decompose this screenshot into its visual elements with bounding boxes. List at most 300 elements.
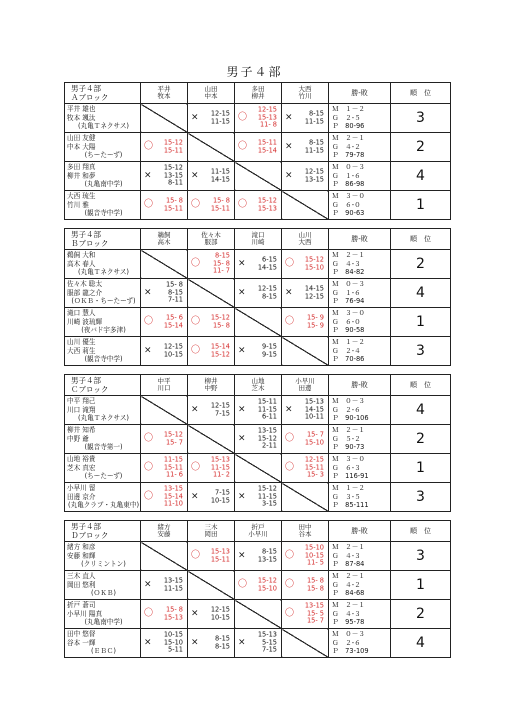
opponent-name: 服部 xyxy=(204,238,218,246)
opponent-name: 折戸 xyxy=(251,522,265,531)
game-score: 15-12 xyxy=(163,430,183,439)
game-score: 15-12 xyxy=(163,138,183,147)
game-score: 15- 8 xyxy=(212,321,230,329)
game-scores xyxy=(164,632,183,655)
game-score: 15-12 xyxy=(304,255,324,264)
player-name: 中平 翔己 xyxy=(67,397,96,406)
opponent-name: 田中 xyxy=(298,522,312,531)
game-score: 15-13 xyxy=(257,113,277,122)
rank-header xyxy=(391,375,451,396)
game-score: 15- 9 xyxy=(306,313,324,322)
game-score: 12-15 xyxy=(304,455,324,464)
match-result-cell xyxy=(188,396,235,425)
loss-mark: × xyxy=(285,404,293,415)
game-score: 14-15 xyxy=(257,263,277,271)
self-match-cell xyxy=(282,337,329,366)
game-score: 2-11 xyxy=(262,441,277,450)
summary-line: Ｐ 76-94 xyxy=(332,297,365,306)
loss-mark: × xyxy=(144,637,152,648)
win-loss-summary xyxy=(329,600,391,629)
self-match-cell xyxy=(188,279,235,308)
summary-line: Ｇ ２-６ xyxy=(332,638,361,647)
summary-line: Ｐ 85-111 xyxy=(332,501,369,510)
win-mark: 〇 xyxy=(144,433,154,444)
summary-line: Ｐ 87-84 xyxy=(332,560,365,569)
win-loss-summary xyxy=(329,425,391,454)
game-scores xyxy=(164,343,183,358)
league-name: 男子４部 xyxy=(71,230,101,239)
team-affiliation: (丸亀南中学) xyxy=(84,618,123,627)
player-name: 岡田 悠利 xyxy=(67,580,96,589)
win-mark: 〇 xyxy=(191,199,201,210)
game-score: 15-11 xyxy=(257,138,277,147)
game-score: 12-15 xyxy=(257,105,277,114)
match-result-cell xyxy=(235,396,282,425)
opponent-header xyxy=(235,521,282,542)
self-match-cell xyxy=(282,191,329,220)
game-scores xyxy=(305,603,324,626)
game-score: 5-15 xyxy=(262,638,277,647)
game-score: 14-15 xyxy=(304,284,324,293)
match-result-cell xyxy=(282,133,329,162)
match-result-cell xyxy=(188,629,235,658)
game-score: 15-13 xyxy=(304,397,324,406)
rank-cell xyxy=(391,571,451,600)
opponent-name: 柳井 xyxy=(204,376,218,385)
win-mark: 〇 xyxy=(144,141,154,152)
league-name: 男子４部 xyxy=(71,84,101,93)
opponent-name: 安藤 xyxy=(157,530,171,538)
player-name: 鵜飼 大和 xyxy=(67,251,96,260)
team-affiliation: (ＯＫＢ) xyxy=(91,589,116,598)
opponent-header xyxy=(188,229,235,250)
player-pair xyxy=(65,629,141,658)
game-score: 9-15 xyxy=(262,342,277,351)
game-scores xyxy=(307,577,324,592)
summary-line: Ｐ 70-86 xyxy=(332,355,365,364)
opponent-name: 多田 xyxy=(251,84,265,93)
table-row xyxy=(65,542,451,571)
game-scores xyxy=(211,110,230,125)
win-mark: 〇 xyxy=(144,316,154,327)
player-pair xyxy=(65,191,141,220)
opponent-header xyxy=(188,375,235,396)
loss-mark: × xyxy=(144,170,152,181)
rank-cell xyxy=(391,542,451,571)
game-score: 5-11 xyxy=(168,645,183,654)
team-affiliation: (丸亀Ｔネクサス) xyxy=(77,122,130,131)
game-scores xyxy=(166,282,183,305)
match-result-cell xyxy=(282,571,329,600)
player-name: 緒方 和彦 xyxy=(67,543,96,552)
match-result-cell xyxy=(188,454,235,483)
game-scores xyxy=(164,197,183,212)
player-pair xyxy=(65,337,141,366)
loss-mark: × xyxy=(144,287,152,298)
league-name: 男子４部 xyxy=(71,522,101,531)
opponent-header xyxy=(282,375,329,396)
game-score: 15-12 xyxy=(210,313,230,322)
summary-line: Ｐ 90-73 xyxy=(332,443,365,452)
win-mark: 〇 xyxy=(144,608,154,619)
game-scores xyxy=(258,399,277,422)
summary-line: Ｍ ０－３ xyxy=(332,163,365,172)
game-score: 6-11 xyxy=(262,412,277,421)
player-name: 大西 莉生 xyxy=(67,346,96,355)
opponent-header xyxy=(235,83,282,104)
game-scores xyxy=(305,457,324,480)
player-name: 服部 龍之介 xyxy=(67,288,103,297)
rank-value: 2 xyxy=(416,139,425,155)
summary-line: Ｍ ３－０ xyxy=(332,455,365,464)
game-score: 15- 3 xyxy=(306,470,324,479)
win-mark: 〇 xyxy=(285,433,295,444)
block-label xyxy=(65,83,141,104)
win-loss-summary xyxy=(329,104,391,133)
game-score: 6-15 xyxy=(262,255,277,264)
game-score: 15- 9 xyxy=(306,321,324,329)
win-mark: 〇 xyxy=(238,112,248,123)
match-result-cell xyxy=(235,542,282,571)
game-score: 15-13 xyxy=(257,204,277,212)
loss-mark: × xyxy=(191,491,199,502)
opponent-header xyxy=(235,375,282,396)
table-row xyxy=(65,571,451,600)
game-scores xyxy=(164,457,183,480)
match-result-cell xyxy=(188,308,235,337)
rank-value: 2 xyxy=(416,256,425,272)
self-match-cell xyxy=(141,542,188,571)
loss-mark: × xyxy=(144,579,152,590)
summary-line: Ｍ １－２ xyxy=(332,105,365,114)
win-loss-summary xyxy=(329,279,391,308)
game-score: 15- 8 xyxy=(212,259,230,268)
game-scores xyxy=(211,197,230,212)
game-score: 10-15 xyxy=(210,613,230,621)
rank-value: 1 xyxy=(416,197,425,213)
table-row xyxy=(65,104,451,133)
rank-header xyxy=(391,521,451,542)
table-row xyxy=(65,396,451,425)
player-name: 中本 大陽 xyxy=(67,142,96,151)
team-affiliation: (観音寺中学) xyxy=(84,209,123,218)
summary-line: Ｇ ４-２ xyxy=(332,580,361,589)
game-score: 15- 5 xyxy=(306,609,324,618)
loss-mark: × xyxy=(238,258,246,269)
game-score: 10-15 xyxy=(210,496,230,504)
summary-line: Ｍ ２－１ xyxy=(332,251,365,260)
summary-line: Ｇ ３-５ xyxy=(332,492,361,501)
opponent-header xyxy=(282,229,329,250)
game-scores xyxy=(164,314,183,329)
opponent-name: 三木 xyxy=(204,522,218,531)
game-scores xyxy=(215,635,230,650)
win-mark: 〇 xyxy=(144,462,154,473)
match-result-cell xyxy=(141,191,188,220)
game-score: 11-15 xyxy=(257,405,277,414)
rank-header-label: 順 位 xyxy=(410,381,431,389)
team-affiliation: (ＥＢＣ) xyxy=(91,647,116,656)
opponent-name: 鵜飼 xyxy=(157,230,171,239)
game-scores xyxy=(258,548,277,563)
game-scores xyxy=(258,107,277,130)
table-row xyxy=(65,191,451,220)
game-score: 9-15 xyxy=(262,350,277,358)
player-name: 谷本 一輝 xyxy=(67,638,96,647)
opponent-header xyxy=(282,83,329,104)
game-score: 15-11 xyxy=(257,397,277,406)
game-score: 10-15 xyxy=(163,630,183,639)
game-score: 11-15 xyxy=(163,455,183,464)
game-score: 15-14 xyxy=(163,492,183,501)
game-scores xyxy=(305,168,324,183)
win-mark: 〇 xyxy=(191,345,201,356)
loss-mark: × xyxy=(238,404,246,415)
match-result-cell xyxy=(235,571,282,600)
result-header xyxy=(329,229,391,250)
player-pair xyxy=(65,162,141,191)
match-result-cell xyxy=(188,337,235,366)
game-score: 15-10 xyxy=(304,263,324,271)
win-loss-summary xyxy=(329,542,391,571)
player-name: 多田 翔真 xyxy=(67,163,96,172)
match-result-cell xyxy=(282,162,329,191)
block-table xyxy=(64,228,451,366)
result-header-label: 勝-敗 xyxy=(351,381,368,389)
table-row xyxy=(65,133,451,162)
opponent-name: 滝口 xyxy=(251,230,265,239)
result-header xyxy=(329,83,391,104)
match-result-cell xyxy=(282,104,329,133)
rank-cell xyxy=(391,279,451,308)
game-score: 11- 6 xyxy=(165,470,183,479)
summary-line: Ｍ ２－１ xyxy=(332,426,365,435)
game-score: 15-12 xyxy=(257,484,277,493)
summary-line: Ｐ 73-109 xyxy=(332,647,369,656)
player-pair xyxy=(65,133,141,162)
game-score: 14-15 xyxy=(304,405,324,414)
win-loss-summary xyxy=(329,250,391,279)
table-row xyxy=(65,454,451,483)
game-score: 10-11 xyxy=(304,412,324,421)
win-mark: 〇 xyxy=(144,491,154,502)
opponent-name: 芝木 xyxy=(251,384,265,392)
game-scores xyxy=(258,197,277,212)
opponent-header xyxy=(235,229,282,250)
rank-value: 4 xyxy=(416,285,425,301)
player-pair xyxy=(65,483,141,512)
result-header-label: 勝-敗 xyxy=(351,527,368,535)
self-match-cell xyxy=(141,250,188,279)
win-mark: 〇 xyxy=(285,258,295,269)
win-loss-summary xyxy=(329,191,391,220)
player-name: 折戸 蒼司 xyxy=(67,601,96,610)
player-name: 安藤 和輝 xyxy=(67,551,96,560)
loss-mark: × xyxy=(238,287,246,298)
game-score: 15-11 xyxy=(163,146,183,154)
loss-mark: × xyxy=(238,550,246,561)
game-score: 10-15 xyxy=(163,350,183,358)
game-scores xyxy=(211,548,230,563)
game-scores xyxy=(258,285,277,300)
team-affiliation: (クリミントン) xyxy=(81,560,126,569)
result-header-label: 勝-敗 xyxy=(351,235,368,243)
rank-value: 3 xyxy=(416,489,425,505)
opponent-name: 山田 xyxy=(204,84,218,93)
game-scores xyxy=(211,489,230,504)
game-scores xyxy=(258,486,277,509)
game-score: 11- 8 xyxy=(259,120,277,129)
game-scores xyxy=(305,139,324,154)
opponent-name: 田邊 xyxy=(298,384,312,392)
match-result-cell xyxy=(235,337,282,366)
match-result-cell xyxy=(282,396,329,425)
game-score: 15-11 xyxy=(304,463,324,472)
summary-line: Ｇ １-６ xyxy=(332,171,361,180)
game-score: 12-15 xyxy=(304,167,324,176)
match-result-cell xyxy=(282,600,329,629)
team-affiliation: (ちーたーず) xyxy=(84,151,123,160)
game-scores xyxy=(258,577,277,592)
game-score: 15-14 xyxy=(257,146,277,154)
self-match-cell xyxy=(282,483,329,512)
match-result-cell xyxy=(282,250,329,279)
game-score: 15-10 xyxy=(163,638,183,647)
opponent-name: 小早川 xyxy=(295,376,315,385)
game-scores xyxy=(211,606,230,621)
game-score: 15- 8 xyxy=(306,584,324,592)
match-result-cell xyxy=(282,425,329,454)
summary-line: Ｇ ４-２ xyxy=(332,142,361,151)
match-result-cell xyxy=(141,425,188,454)
rank-cell xyxy=(391,250,451,279)
game-score: 13-15 xyxy=(163,576,183,585)
summary-line: Ｇ ２-４ xyxy=(332,346,361,355)
rank-cell xyxy=(391,454,451,483)
game-score: 15-12 xyxy=(163,163,183,172)
result-header xyxy=(329,375,391,396)
game-score: 13-15 xyxy=(304,601,324,610)
game-score: 7-11 xyxy=(168,295,183,304)
opponent-header xyxy=(141,229,188,250)
rank-cell xyxy=(391,337,451,366)
game-score: 15-13 xyxy=(257,630,277,639)
rank-cell xyxy=(391,191,451,220)
rank-value: 1 xyxy=(416,460,425,476)
summary-line: Ｇ ６-３ xyxy=(332,463,361,472)
game-scores xyxy=(164,486,183,509)
block-name: Ｄブロック xyxy=(71,531,109,540)
opponent-header xyxy=(188,521,235,542)
game-score: 15-12 xyxy=(210,350,230,358)
match-result-cell xyxy=(188,542,235,571)
game-score: 13-15 xyxy=(257,426,277,435)
rank-cell xyxy=(391,308,451,337)
loss-mark: × xyxy=(191,608,199,619)
summary-line: Ｍ １－２ xyxy=(332,338,365,347)
rank-cell xyxy=(391,425,451,454)
game-score: 11- 2 xyxy=(212,470,230,479)
win-mark: 〇 xyxy=(191,316,201,327)
game-scores xyxy=(305,545,324,568)
game-score: 7-15 xyxy=(262,645,277,654)
game-score: 15- 7 xyxy=(165,438,183,446)
game-score: 15- 6 xyxy=(165,313,183,322)
table-row xyxy=(65,337,451,366)
player-name: 中野 爺 xyxy=(67,434,89,443)
win-mark: 〇 xyxy=(144,199,154,210)
player-name: 山地 裕貴 xyxy=(67,455,96,464)
game-scores xyxy=(258,256,277,271)
rank-value: 1 xyxy=(416,314,425,330)
opponent-header xyxy=(141,521,188,542)
game-score: 12-15 xyxy=(163,342,183,351)
summary-line: Ｇ ６-０ xyxy=(332,200,361,209)
summary-line: Ｍ ０－３ xyxy=(332,630,365,639)
match-result-cell xyxy=(282,454,329,483)
self-match-cell xyxy=(188,133,235,162)
player-name: 山川 優生 xyxy=(67,338,96,347)
game-scores xyxy=(258,428,277,451)
game-score: 15-13 xyxy=(210,547,230,556)
player-name: 柳井 和夢 xyxy=(67,171,96,180)
opponent-header xyxy=(188,83,235,104)
match-result-cell xyxy=(141,483,188,512)
game-score: 15- 7 xyxy=(306,430,324,439)
game-scores xyxy=(305,110,324,125)
summary-line: Ｐ 79-78 xyxy=(332,151,365,160)
rank-value: 4 xyxy=(416,635,425,651)
loss-mark: × xyxy=(191,170,199,181)
game-scores xyxy=(305,431,324,446)
player-pair xyxy=(65,600,141,629)
game-score: 13-15 xyxy=(163,484,183,493)
match-result-cell xyxy=(188,191,235,220)
loss-mark: × xyxy=(285,141,293,152)
game-score: 15-11 xyxy=(163,463,183,472)
game-score: 15-11 xyxy=(210,204,230,212)
player-name: 小早川 陽真 xyxy=(67,609,103,618)
game-scores xyxy=(164,165,183,188)
player-name: 三木 直人 xyxy=(67,572,96,581)
game-scores xyxy=(211,343,230,358)
win-mark: 〇 xyxy=(238,141,248,152)
rank-value: 1 xyxy=(416,577,425,593)
match-result-cell xyxy=(282,279,329,308)
table-row xyxy=(65,600,451,629)
opponent-name: 山川 xyxy=(298,230,312,239)
rank-cell xyxy=(391,396,451,425)
game-score: 12-15 xyxy=(210,605,230,614)
rank-cell xyxy=(391,629,451,658)
game-scores xyxy=(258,632,277,655)
team-affiliation: (丸亀クラブ・丸亀東中) xyxy=(67,501,140,510)
opponent-name: 中平 xyxy=(157,376,171,385)
player-name: 竹川 雅 xyxy=(67,200,89,209)
rank-cell xyxy=(391,104,451,133)
block-label xyxy=(65,521,141,542)
opponent-name: 川崎 xyxy=(251,238,265,246)
summary-line: Ｍ ２－１ xyxy=(332,543,365,552)
summary-line: Ｇ ６-０ xyxy=(332,317,361,326)
match-result-cell xyxy=(141,454,188,483)
team-affiliation: (観音寺第一) xyxy=(84,443,123,452)
opponent-name: 川口 xyxy=(157,384,171,392)
game-score: 7-15 xyxy=(215,409,230,417)
block-table xyxy=(64,82,451,220)
game-score: 13-15 xyxy=(304,175,324,183)
table-row xyxy=(65,629,451,658)
